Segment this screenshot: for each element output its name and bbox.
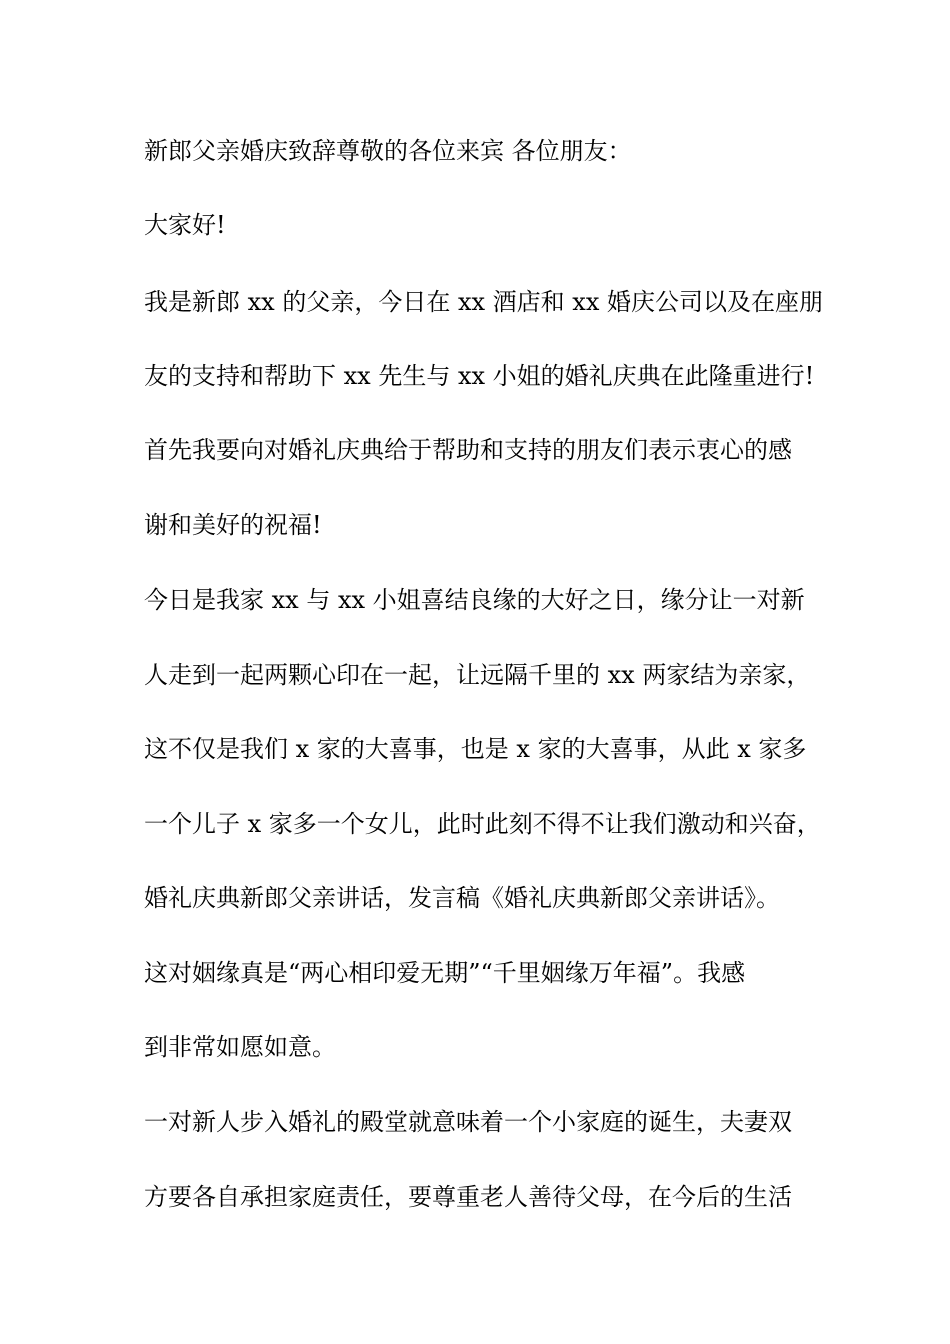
- text-line: 我是新郎 xx 的父亲，今日在 xx 酒店和 xx 婚庆公司以及在座朋: [144, 288, 823, 316]
- text-line: 婚礼庆典新郎父亲讲话，发言稿《婚礼庆典新郎父亲讲话》。: [144, 884, 780, 912]
- text-line: 一个儿子 x 家多一个女儿，此时此刻不得不让我们激动和兴奋，: [144, 810, 821, 838]
- text-line: 友的支持和帮助下 xx 先生与 xx 小姐的婚礼庆典在此隆重进行!: [144, 362, 815, 390]
- text-line: 这不仅是我们 x 家的大喜事，也是 x 家的大喜事，从此 x 家多: [144, 735, 807, 763]
- text-line: 谢和美好的祝福!: [144, 511, 322, 539]
- text-line: 今日是我家 xx 与 xx 小姐喜结良缘的大好之日，缘分让一对新: [144, 586, 805, 614]
- text-line: 首先我要向对婚礼庆典给于帮助和支持的朋友们表示衷心的感: [144, 436, 792, 464]
- text-line-greeting: 大家好!: [144, 211, 226, 239]
- text-line: 到非常如愿如意。: [144, 1033, 336, 1061]
- text-line: 这对姻缘真是“两心相印爱无期”“千里姻缘万年福”。我感: [144, 959, 746, 987]
- text-line: 一对新人步入婚礼的殿堂就意味着一个小家庭的诞生，夫妻双: [144, 1108, 792, 1136]
- text-line: 人走到一起两颗心印在一起，让远隔千里的 xx 两家结为亲家，: [144, 661, 811, 689]
- text-line-title: 新郎父亲婚庆致辞尊敬的各位来宾 各位朋友：: [144, 137, 632, 165]
- text-line: 方要各自承担家庭责任，要尊重老人善待父母，在今后的生活: [144, 1183, 792, 1211]
